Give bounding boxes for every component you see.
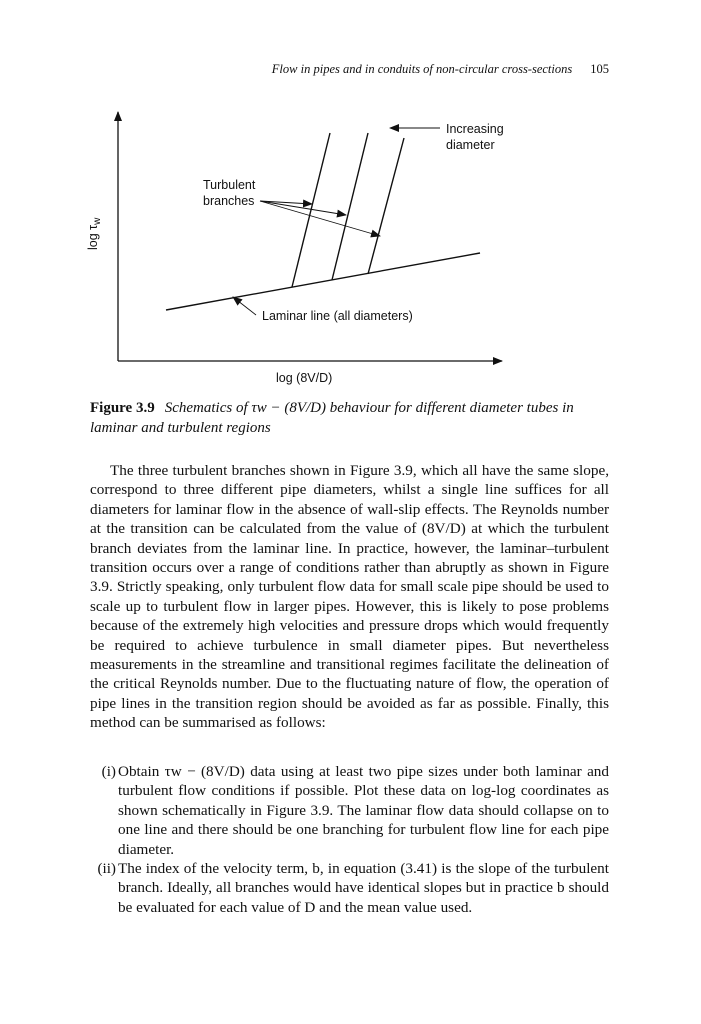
body-paragraph: The three turbulent branches shown in Figure 3.9, which all have the same slope, correspond to three different pipe diameters, whilst a single line suffices for all diameters for laminar flow in the absence of wall-slip effects. The Reynolds number at the transition can be calculated from the value of (8V/D) at which the turbulent branch deviates from the laminar line. In practice, however, the laminar–turbulent transition occurs over a range of conditions rather than abruptly as shown in Figure 3.9. Strictly speaking, only turbulent flow data for small scale pipe should be used to scale up to turbulent flow in larger pipes. However, this is likely to pose problems because of the extremely high velocities and pressure drops which would frequently be required to achieve turbulence in small diameter pipes. But nevertheless measurements in the streamline and transitional regimes facilitate the delineation of the critical Reynolds number. Due to the fluctuating nature of flow, the operation of pipe lines in the transition region should be avoided as far as possible. Finally, this method can be summarised as follows: [90, 462, 609, 732]
laminar-line-label: Laminar line (all diameters) [262, 309, 413, 323]
turbulent-branch-3 [368, 138, 404, 274]
figure-label: Figure 3.9 [90, 400, 155, 416]
laminar-line [166, 253, 480, 310]
running-title: Flow in pipes and in conduits of non-circular cross-sections [271, 62, 573, 76]
step-number: (ii) [97, 860, 116, 878]
turbulent-branches-label: Turbulent [203, 178, 256, 192]
turbulent-branch-2 [332, 133, 368, 280]
turbulent-leader-3 [260, 201, 380, 236]
list-item [90, 859, 609, 917]
method-steps [90, 762, 609, 917]
increasing-diameter-label-2: diameter [446, 138, 495, 152]
turbulent-branches-label-2: branches [203, 194, 255, 208]
step-number: (i) [101, 763, 116, 780]
y-axis-label: $\log \tau_w$ [86, 217, 103, 250]
figure-caption [90, 398, 609, 438]
laminar-leader [233, 297, 256, 315]
increasing-diameter-label: Increasing [446, 122, 504, 136]
figure-caption-text: Schematics of τw − (8V/D) behaviour for different diameter tubes in laminar and turbulent regions [90, 400, 574, 436]
x-axis-label: log (8V/D) [276, 371, 333, 385]
step-text: Obtain τw − (8V/D) data using at least two pipe sizes under both laminar and turbulent flow conditions if possible. Plot these data on log-log coordinates as shown schematically in Figure 3.9. The laminar flow data should collapse on to one line and there should be one branching for turbulent flow line for each pipe diameter. [118, 763, 609, 858]
figure-3-9-schematic [0, 0, 701, 395]
page-number: 105 [590, 62, 609, 76]
turbulent-branch-1 [292, 133, 330, 287]
list-item [90, 762, 609, 859]
step-text: The index of the velocity term, b, in equation (3.41) is the slope of the turbulent branch. Ideally, all branches would have identical slopes but in practice b should be evaluated for each value of D and the mean value used. [118, 860, 609, 916]
